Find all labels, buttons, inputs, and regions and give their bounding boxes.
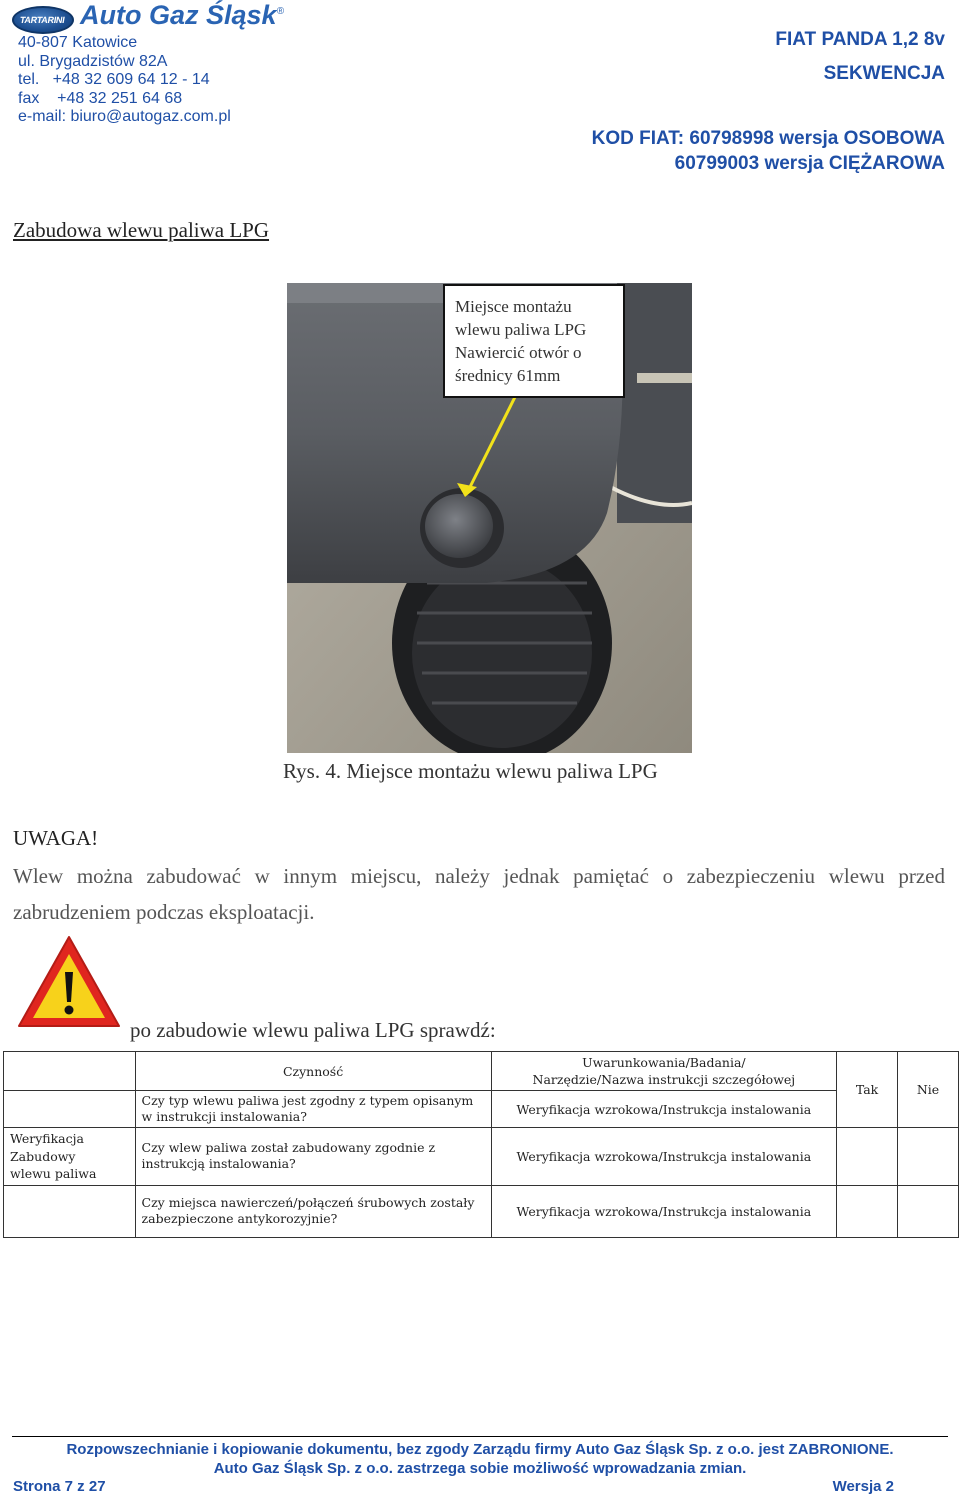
contact-block [18, 34, 231, 127]
row-label-line-2: Zabudowy [10, 1148, 76, 1164]
contact-email: e-mail: biuro@autogaz.com.pl [18, 108, 231, 125]
activity-cell: Czy typ wlewu paliwa jest zgodny z typem opisanym w instrukcji instalowania? [135, 1091, 491, 1128]
no-checkbox-cell[interactable] [898, 1128, 959, 1186]
condition-cell: Weryfikacja wzrokowa/Instrukcja instalowania [491, 1091, 836, 1128]
row-label-cell [4, 1128, 136, 1186]
conditions-header [491, 1052, 836, 1091]
activity-header: Czynność [135, 1052, 491, 1091]
row-label-line-3: wlewu paliwa [10, 1166, 97, 1181]
contact-fax: fax +48 32 251 64 68 [18, 89, 183, 107]
yes-header: Tak [837, 1052, 898, 1128]
table-row [4, 1091, 959, 1128]
contact-phone: tel. +48 32 609 64 12 - 14 [18, 71, 210, 88]
warning-heading: UWAGA! [13, 826, 99, 850]
row-label-spacer [4, 1185, 136, 1237]
verification-table [3, 1051, 959, 1238]
condition-cell: Weryfikacja wzrokowa/Instrukcja instalowania [491, 1128, 836, 1186]
logo-name: Auto Gaz Śląsk [80, 0, 277, 30]
contact-street: ul. Brygadzistów 82A [18, 52, 168, 70]
yes-checkbox-cell[interactable] [837, 1185, 898, 1237]
table-row [4, 1128, 959, 1186]
system-type: SEKWENCJA [823, 63, 945, 84]
table-header-row [4, 1052, 959, 1091]
row-label-line-1: Weryfikacja [10, 1131, 84, 1146]
conditions-header-line-2: Narzędzie/Nazwa instrukcji szczegółowej [532, 1072, 796, 1087]
footer-divider [12, 1436, 948, 1437]
activity-cell: Czy wlew paliwa został zabudowany zgodnie z instrukcją instalowania? [135, 1128, 491, 1186]
conditions-header-line-1: Uwarunkowania/Badania/ [582, 1055, 746, 1070]
no-header: Nie [898, 1052, 959, 1128]
yes-checkbox-cell[interactable] [837, 1128, 898, 1186]
car-model: FIAT PANDA 1,2 8v [775, 29, 945, 50]
warning-triangle-icon [16, 934, 122, 1030]
table-row [4, 1185, 959, 1237]
contact-city: 40-807 Katowice [18, 34, 138, 51]
activity-cell: Czy miejsca nawierczeń/połączeń śrubowych zostały zabezpieczone antykorozyjnie? [135, 1185, 491, 1237]
checklist-title: po zabudowie wlewu paliwa LPG sprawdź: [130, 1018, 496, 1042]
section-title: Zabudowa wlewu paliwa LPG [13, 218, 270, 242]
callout-line-2: wlewu paliwa LPG [455, 320, 587, 339]
footer-notice: Auto Gaz Śląsk Sp. z o.o. zastrzega sobie możliwość wprowadzania zmian. [213, 1460, 747, 1477]
figure-callout [443, 284, 625, 398]
callout-line-1: Miejsce montażu [455, 297, 572, 316]
fiat-code-line-2: 60799003 wersja CIĘŻAROWA [674, 153, 945, 174]
row-label-header [4, 1052, 136, 1091]
footer-copyright: Rozpowszechnianie i kopiowanie dokumentu, bez zgody Zarządu firmy Auto Gaz Śląsk Sp. z o.o. jest ZABRONIONE. [66, 1441, 894, 1458]
callout-line-3: Nawiercić otwór o [455, 343, 582, 362]
logo-registered-mark: ® [276, 6, 284, 17]
no-checkbox-cell[interactable] [898, 1185, 959, 1237]
row-label-spacer [4, 1091, 136, 1128]
logo-text [80, 0, 284, 31]
warning-text: Wlew można zabudować w innym miejscu, należy jednak pamiętać o zabezpieczeniu wlewu przed zabrudzeniem podczas eksploatacji. [13, 864, 945, 924]
callout-line-4: średnicy 61mm [455, 366, 561, 385]
condition-cell: Weryfikacja wzrokowa/Instrukcja instalowania [491, 1185, 836, 1237]
logo-badge-text: TARTARINI [19, 15, 66, 25]
figure-caption: Rys. 4. Miejsce montażu wlewu paliwa LPG [283, 759, 658, 783]
document-version: Wersja 2 [832, 1478, 894, 1495]
page-number: Strona 7 z 27 [13, 1478, 106, 1495]
company-logo [12, 0, 312, 34]
fiat-code-line-1: KOD FIAT: 60798998 wersja OSOBOWA [591, 128, 945, 149]
logo-badge [12, 6, 74, 34]
